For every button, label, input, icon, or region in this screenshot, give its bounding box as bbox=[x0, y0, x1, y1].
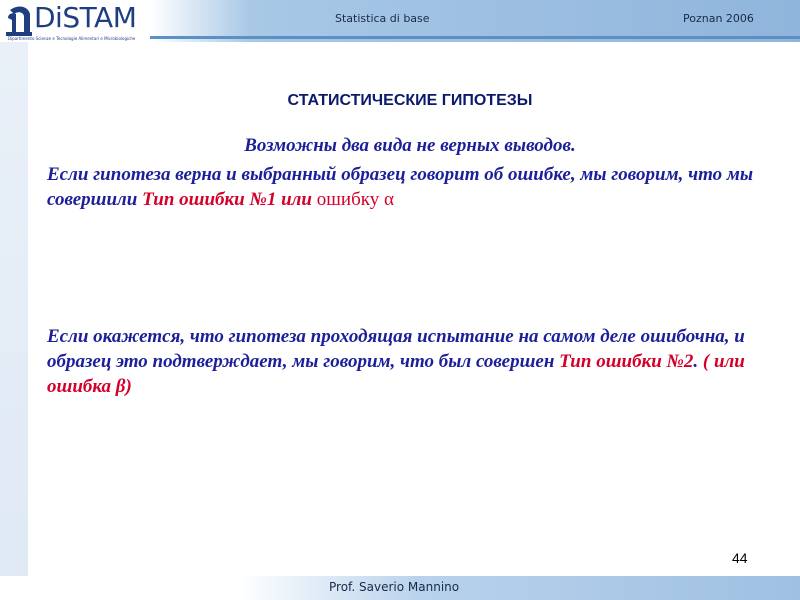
intro-line: Возможны два вида не верных выводов. bbox=[244, 135, 576, 156]
header-underline bbox=[150, 36, 800, 39]
beta-error-label: ( или ошибка β) bbox=[47, 351, 745, 397]
logo-text: DiSTAM bbox=[34, 1, 137, 34]
paragraph-type2-separator: . bbox=[693, 351, 703, 372]
alpha-error-label: ошибку α bbox=[312, 189, 394, 210]
page-number: 44 bbox=[732, 550, 748, 566]
paragraph-type1-text: Если гипотеза верна и выбранный образец говорит об ошибке, мы говорим, что мы совершили bbox=[47, 164, 754, 210]
paragraph-type2-text: Если окажется, что гипотеза проходящая испытание на самом деле ошибочна, и образец это подтверждает, мы говорим, что был совершен bbox=[47, 326, 745, 372]
paragraph-type1-error bbox=[47, 162, 787, 212]
logo-mark-icon bbox=[6, 4, 36, 38]
sidebar-bar bbox=[0, 42, 28, 600]
header-place-date: Poznan 2006 bbox=[683, 12, 754, 25]
footer-author: Prof. Saverio Mannino bbox=[329, 580, 460, 594]
paragraph-type2-error bbox=[47, 324, 787, 399]
type2-error-label: Тип ошибки №2 bbox=[559, 351, 694, 372]
slide-title: СТАТИСТИЧЕСКИЕ ГИПОТЕЗЫ bbox=[287, 92, 533, 109]
header-course-title: Statistica di base bbox=[335, 12, 430, 25]
type1-error-label: Тип ошибки №1 или bbox=[142, 189, 313, 210]
logo-subtext: Dipartimento Scienze e Tecnologie Alimentari e Microbiologiche bbox=[8, 36, 136, 41]
logo bbox=[6, 1, 148, 42]
